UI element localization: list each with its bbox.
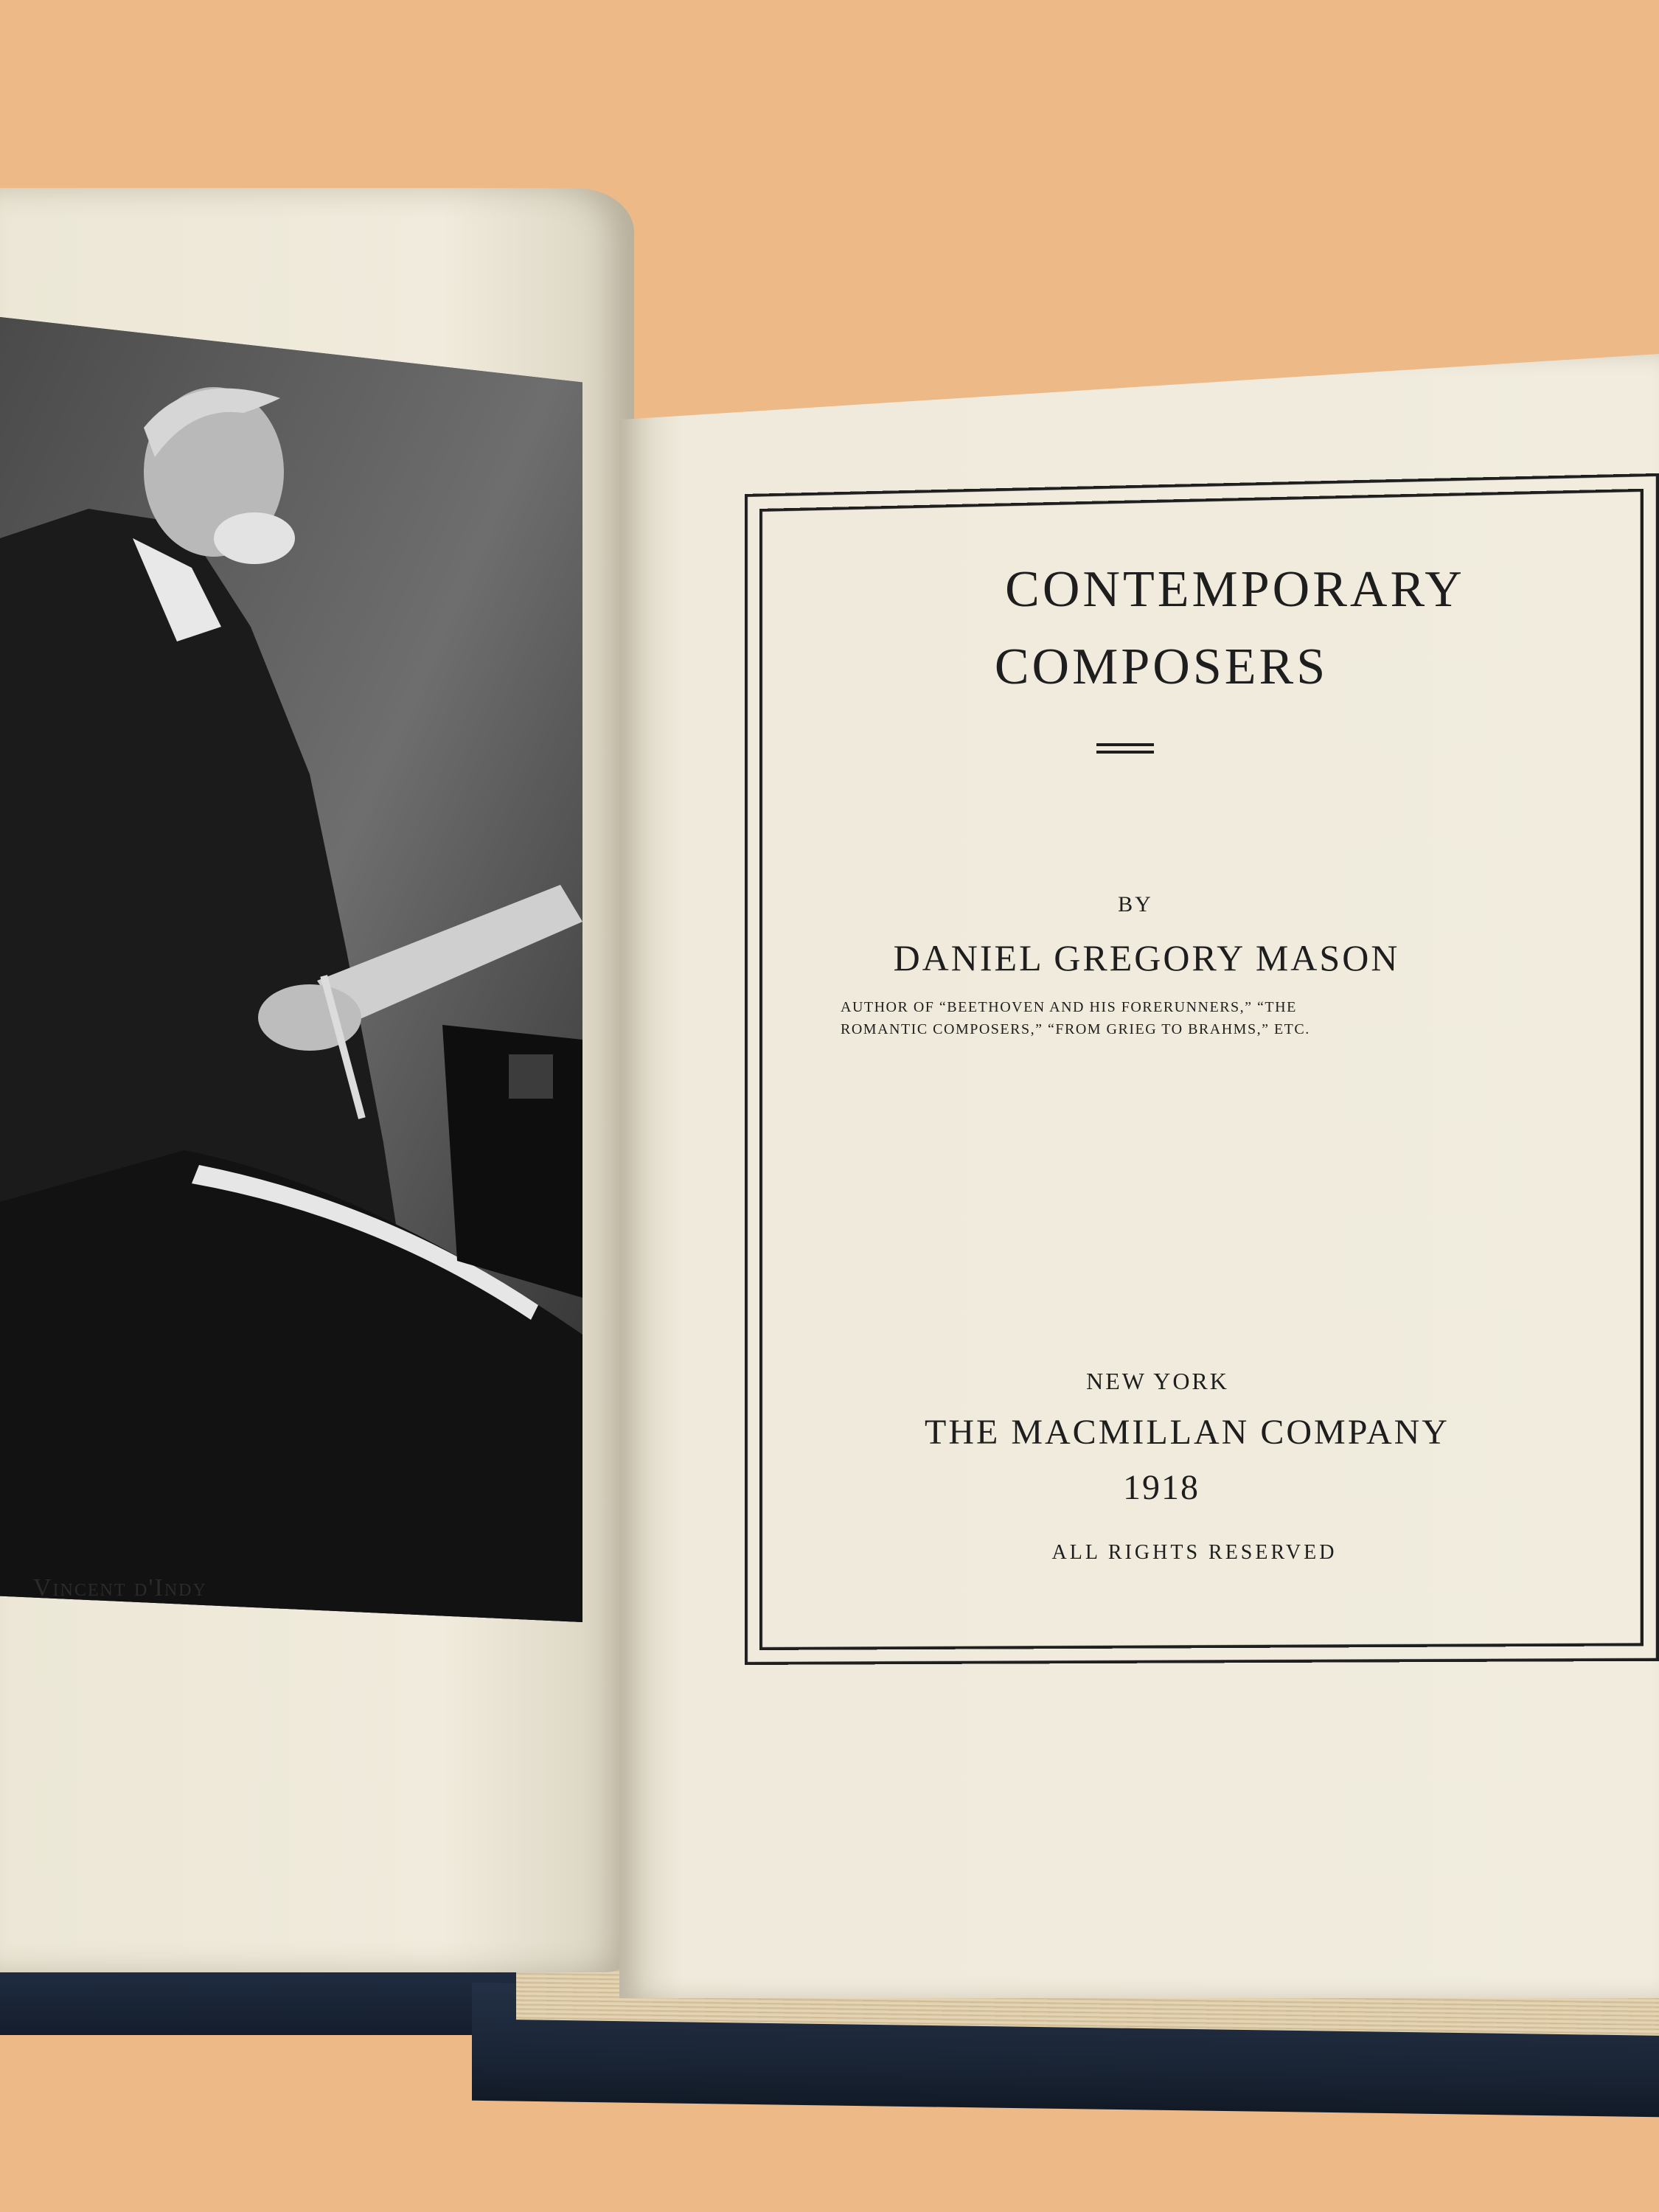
publisher-name: THE MACMILLAN COMPANY xyxy=(925,1413,1450,1452)
title-line-2: COMPOSERS xyxy=(994,639,1329,695)
author-credits-line-1: AUTHOR OF “BEETHOVEN AND HIS FORERUNNERS,” “THE xyxy=(841,999,1297,1015)
double-rule-ornament xyxy=(1096,743,1154,754)
portrait-photo xyxy=(0,317,582,1622)
photo-caption: Vincent d'Indy xyxy=(33,1574,207,1601)
title-line-1: CONTEMPORARY xyxy=(1005,561,1465,618)
author-name: DANIEL GREGORY MASON xyxy=(893,937,1400,978)
publication-year: 1918 xyxy=(1123,1468,1200,1507)
publication-place: NEW YORK xyxy=(1086,1368,1229,1394)
rights-notice: ALL RIGHTS RESERVED xyxy=(1051,1541,1338,1564)
by-label: BY xyxy=(1118,892,1153,917)
author-credits-line-2: ROMANTIC COMPOSERS,” “FROM GRIEG TO BRAHMS,” ETC. xyxy=(841,1021,1310,1037)
